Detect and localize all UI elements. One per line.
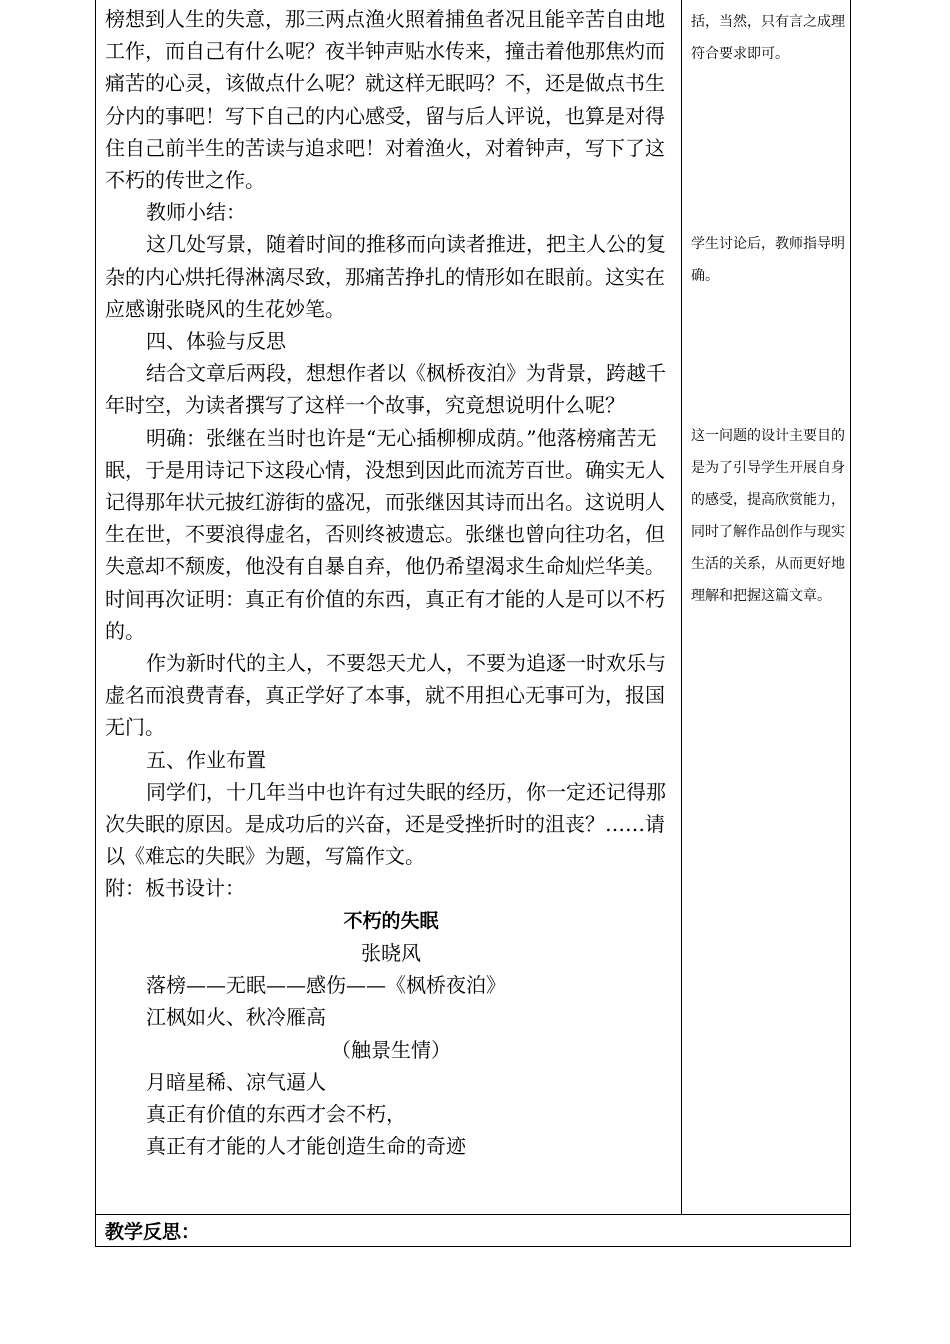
board-line-6: 真正有才能的人才能创造生命的奇迹 [146,1134,466,1159]
paragraph-4: 四、体验与反思 [146,329,286,354]
teaching-reflection-label: 教学反思： [105,1221,201,1243]
side-note-3: 这一问题的设计主要目的是为了引导学生开展自身的感受，提高欣赏能力，同时了解作品创作与现实生活的关系，从而更好地理解和把握这篇文章。 [691,428,845,604]
paragraph-7: 作为新时代的主人，不要怨天尤人，不要为追逐一时欢乐与虚名而浪费青春，真正学好了本事，就不用担心无事可为，报国无门。 [105,651,666,740]
paragraph-3: 这几处写景，随着时间的推移而向读者推进，把主人公的复杂的内心烘托得淋漓尽致，那痛苦挣扎的情形如在眼前。这实在应感谢张晓风的生花妙笔。 [105,232,666,321]
paragraph-5: 结合文章后两段，想想作者以《枫桥夜泊》为背景，跨越千年时空，为读者撰写了这样一个故事，究竟想说明什么呢？ [105,361,666,418]
board-title: 不朽的失眠 [343,909,439,932]
paragraph-2: 教师小结： [146,200,246,225]
row-divider [96,1214,850,1215]
board-line-1: 落榜——无眠——感伤——《枫桥夜泊》 [146,973,506,998]
board-heading: 附：板书设计： [105,876,245,901]
board-line-5: 真正有价值的东西才会不朽， [146,1101,406,1126]
board-line-3: （触景生情） [331,1037,451,1062]
side-note-2: 学生讨论后，教师指导明确。 [691,236,845,284]
paragraph-6: 明确：张继在当时也许是“无心插柳柳成荫。”他落榜痛苦无眠，于是用诗记下这段心情，没想到因此而流芳百世。确实无人记得那年状元披红游街的盛况，而张继因其诗而出名。这说明人生在世，不要浪得虚名，否则终被遗忘。张继也曾向往功名，但失意却不颓废，他没有自暴自弃，他仍希望渴求生命灿烂华美。时间再次证明：真正有价值的东西，真正有才能的人是可以不朽的。 [105,425,665,643]
side-note-1: 括，当然，只有言之成理符合要求即可。 [691,14,845,62]
paragraph-8: 五、作业布置 [146,747,266,772]
main-content-cell [105,3,677,1162]
lesson-plan-table [95,0,851,1247]
board-line-4: 月暗星稀、凉气逼人 [146,1069,326,1094]
paragraph-9: 同学们，十几年当中也许有过失眠的经历，你一定还记得那次失眠的原因。是成功后的兴奋，还是受挫折时的沮丧？……请以《难忘的失眠》为题，写篇作文。 [105,779,666,869]
board-author: 张晓风 [361,940,421,965]
board-line-2: 江枫如火、秋冷雁高 [146,1005,326,1030]
paragraph-1: 榜想到人生的失意，那三两点渔火照着捕鱼者况且能辛苦自由地工作，而自己有什么呢？夜半钟声贴水传来，撞击着他那焦灼而痛苦的心灵，该做点什么呢？就这样无眠吗？不，还是做点书生分内的事吧！写下自己的内心感受，留与后人评说，也算是对得住自己前半生的苦读与追求吧！对着渔火，对着钟声，写下了这不朽的传世之作。 [105,7,665,193]
column-divider [681,0,682,1214]
